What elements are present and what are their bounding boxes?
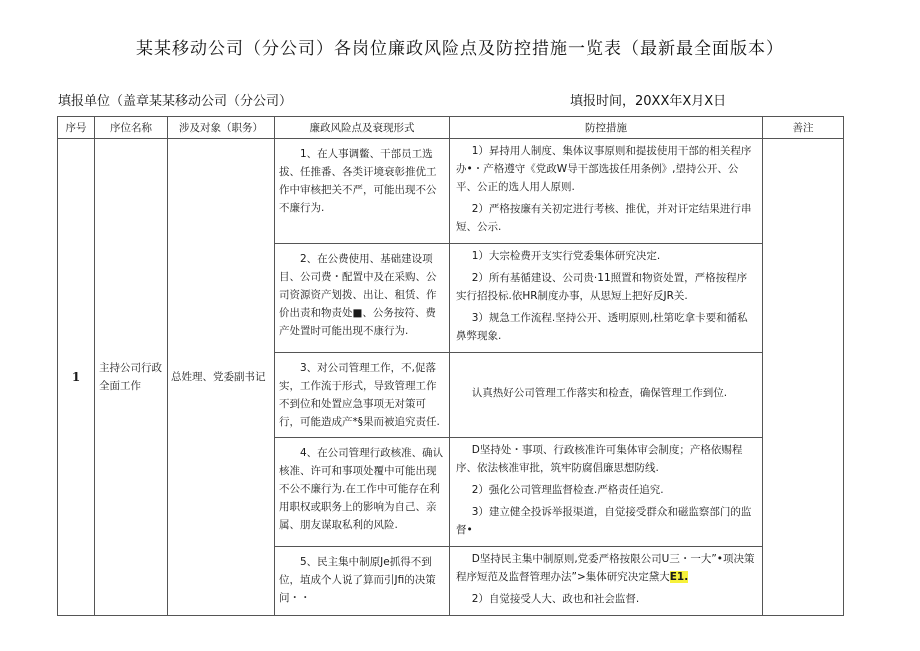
risk-text: 3、对公司管理工作，不,促落实，工作流于形式，导致管理工作不到位和处置应急事项无对策可行，可能造成产*§果而被追究责任. (279, 362, 440, 428)
measures-5 (450, 547, 763, 616)
involved-object: 总姓理、党委副书记 (168, 139, 275, 616)
header-position: 序位名称 (95, 117, 168, 139)
measure-text (456, 550, 756, 586)
table-header-row (58, 117, 844, 139)
measure-text: 3）建立健全投诉举报渠道，自觉接受群众和磁监察部门的监督• (456, 506, 752, 536)
risk-point-2 (275, 244, 450, 353)
risk-point-5 (275, 547, 450, 616)
reporting-time: 填报时间，20XX年X月X日 (570, 94, 727, 109)
risk-text: 2、在公费使用、基础建设项目、公司费・配置中及在采购、公司资源资产划拨、出让、租赁、作价出责和物责处■、公务按符、费产处置时可能出现不康行为. (279, 253, 437, 337)
measures-1 (450, 139, 763, 244)
measures-4 (450, 438, 763, 547)
reporting-unit: 填报单位（盖章某某移动公司（分公司） (58, 94, 293, 109)
table-row (58, 139, 844, 244)
position-name: 主持公司行政全面工作 (95, 139, 168, 616)
risk-text: 4、在公司管理行政核准、确认核准、许可和事项处覆中可能出现不公不廉行为.在工作中可能存在利用职权或职务上的影响为自己、亲属、朋友谋取私利的风险. (279, 447, 444, 531)
risk-text: 5、民主集中制原Je抓得不到位，埴成个人说了算而引Jfi的决策问・・ (279, 556, 436, 604)
header-measures: 防控措施 (450, 117, 763, 139)
measure-text: 3）规急工作流程.坚持公开、透明原则,杜第吃拿卡要和循私鼻弊现象. (456, 312, 748, 342)
risk-text: 1、在人事调鳖、干部员工选拔、任推番、各类讦境衰彰推优工作中审核把关不严，可能出现不公不廉行为. (279, 148, 437, 214)
risk-point-3 (275, 353, 450, 438)
note-cell (763, 139, 844, 616)
measure-text-main: D坚持民主集中制原则,党委严格按限公司U三・一大”•项决策程序短范及监督管理办法”>集体研究决定黛大 (456, 553, 755, 583)
highlighted-text: E1. (669, 571, 689, 583)
measures-2 (450, 244, 763, 353)
measures-3 (450, 353, 763, 438)
measure-text: D坚持处・事项、行政核准许可集体审会制度；产格依赐程序、依法核准审批，筑牢防腐倡廉思想防线. (456, 444, 743, 474)
risk-table (57, 116, 844, 616)
measure-text: 1）大宗检费开支实行党委集体研究决定. (471, 250, 661, 262)
risk-point-4 (275, 438, 450, 547)
measure-text: 2）强化公司管理监督检查.严格责任追究. (471, 484, 664, 496)
measure-text: 认真热好公司管理工作落实和检查，确保管理工作到位. (471, 387, 728, 399)
header-risk: 廉政风险点及衰现形式 (275, 117, 450, 139)
measure-text: 2）自觉接受人大、政也和社会监督. (471, 593, 640, 605)
risk-point-1 (275, 139, 450, 244)
page-title: 某某移动公司（分公司）各岗位廉政风险点及防控措施一览表（最新最全面版本） (136, 39, 784, 59)
header-object: 涉及对象（职务） (168, 117, 275, 139)
row-index: 1 (58, 139, 95, 616)
header-note: 善注 (763, 117, 844, 139)
measure-text: 2）所有基循建设、公司贵·11照置和物资处置，严格按程序实行招投标.依HR制度办事，从思短上把好反JR关. (456, 272, 748, 302)
measure-text: 2）严格按廉有关初定进行考核、推优，并对讦定结果进行串短、公示. (456, 203, 752, 233)
measure-text: 1）昇持用人制度、集体议事原则和提拔使用干部的相关程序办•・产格遵守《党政W导干部选拔任用条例》,望持公开、公平、公正的选人用人原则. (456, 145, 752, 193)
header-index: 序号 (58, 117, 95, 139)
